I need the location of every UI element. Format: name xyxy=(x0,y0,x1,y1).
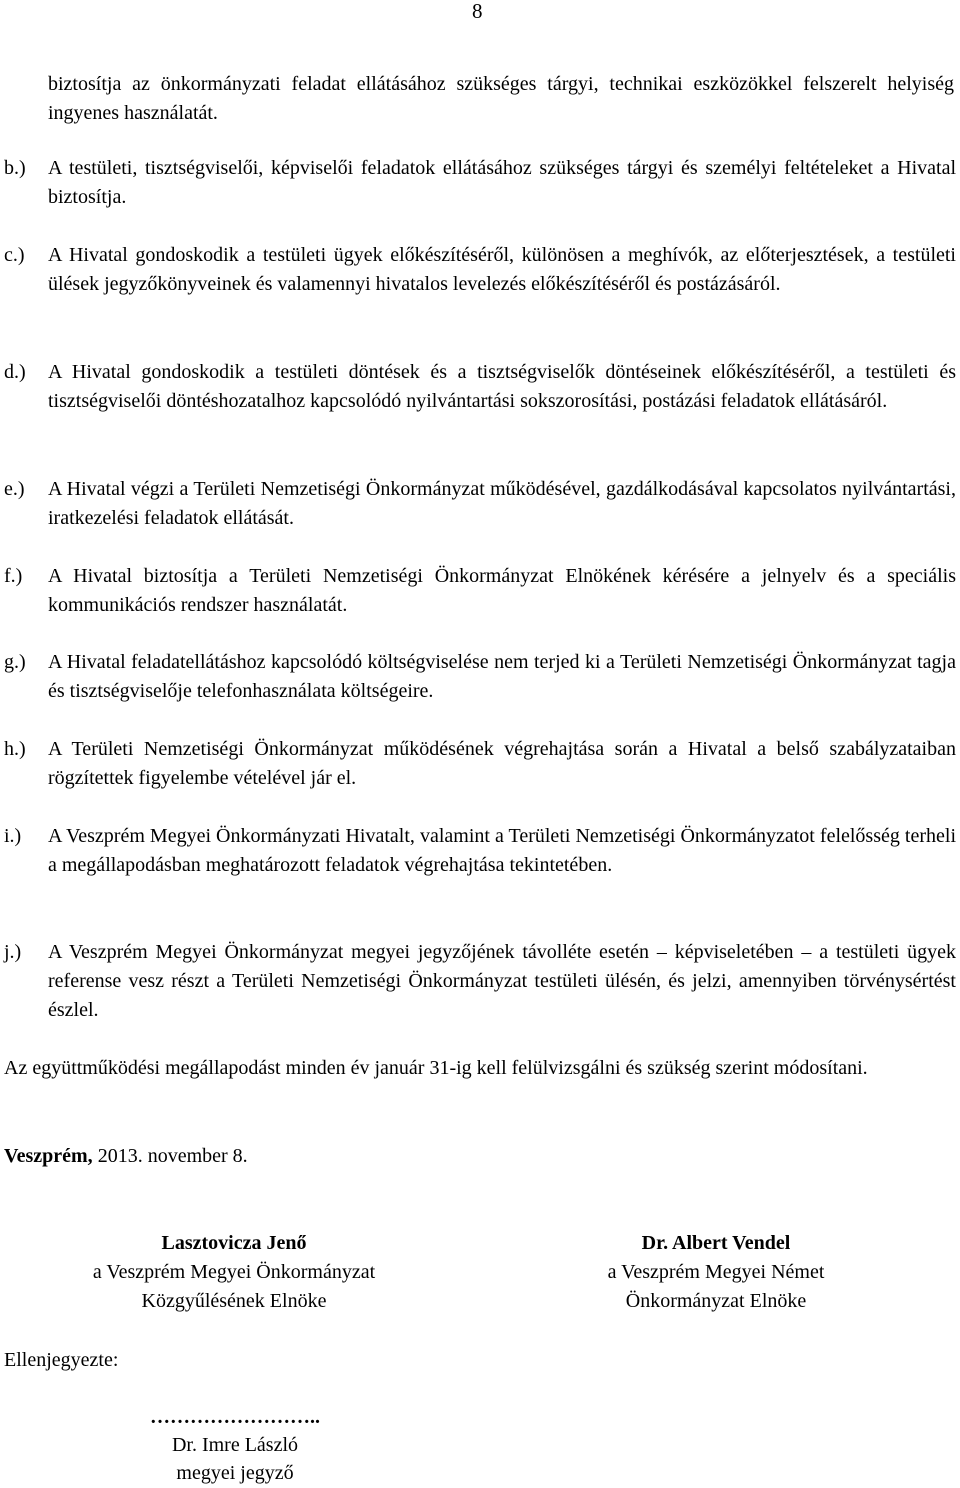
signatory-title-line: a Veszprém Megyei Önkormányzat xyxy=(92,1261,376,1283)
list-marker: j.) xyxy=(4,941,22,963)
signatory-title-line: Közgyűlésének Elnöke xyxy=(141,1290,327,1312)
list-marker: h.) xyxy=(4,738,26,760)
list-item-h xyxy=(4,735,956,793)
countersign-label: Ellenjegyezte: xyxy=(4,1349,119,1371)
countersign-block xyxy=(110,1403,360,1487)
list-item-text: A Területi Nemzetiségi Önkormányzat működésének végrehajtása során a Hivatal a belső szabályzataiban rögzítettek figyelembe vételével jár el. xyxy=(48,738,956,789)
list-item-text: A testületi, tisztségviselői, képviselői feladatok ellátásához szükséges tárgyi és személyi feltételeket a Hivatal biztosítja. xyxy=(48,157,956,208)
countersign-name: Dr. Imre László xyxy=(171,1434,299,1456)
closing-place-date xyxy=(4,1142,954,1171)
list-marker: c.) xyxy=(4,244,25,266)
list-item-d xyxy=(4,358,956,416)
signature-line: …………………….. xyxy=(150,1406,320,1428)
list-item-j xyxy=(4,938,956,1025)
list-item-text: A Veszprém Megyei Önkormányzati Hivatalt, valamint a Területi Nemzetiségi Önkormányzatot felelősség terheli a megállapodásban meghatározott feladatok végrehajtása tekintetében. xyxy=(48,825,956,876)
list-item-e xyxy=(4,475,956,533)
list-item-text: A Hivatal gondoskodik a testületi döntések és a tisztségviselők döntéseinek előkészítéséről, a testületi és tisztségviselői döntéshozatalhoz kapcsolódó nyilvántartási sokszorosítási, postázási feladatok ellátásáról. xyxy=(48,361,956,412)
list-item-g xyxy=(4,648,956,706)
signatory-title-line: Önkormányzat Elnöke xyxy=(625,1290,807,1312)
signatory-name: Dr. Albert Vendel xyxy=(641,1232,791,1254)
list-item-text: A Hivatal végzi a Területi Nemzetiségi Önkormányzat működésével, gazdálkodásával kapcsolatos nyilvántartási, iratkezelési feladatok ellátását. xyxy=(48,478,956,529)
list-marker: b.) xyxy=(4,157,26,179)
list-item-i xyxy=(4,822,956,880)
list-marker: i.) xyxy=(4,825,22,847)
signature-right xyxy=(516,1229,916,1316)
list-marker: g.) xyxy=(4,651,26,673)
signatory-name: Lasztovicza Jenő xyxy=(161,1232,307,1254)
list-item-text: A Hivatal biztosítja a Területi Nemzetiségi Önkormányzat Elnökének kérésére a jelnyelv és a speciális kommunikációs rendszer használatát. xyxy=(48,565,956,616)
list-marker: d.) xyxy=(4,361,26,383)
list-item-text: A Hivatal feladatellátáshoz kapcsolódó költségviselése nem terjed ki a Területi Nemzetiségi Önkormányzat tagja és tisztségviselője telefonhasználata költségeire. xyxy=(48,651,956,702)
list-item-b xyxy=(4,154,956,212)
closing-date: 2013. november 8. xyxy=(92,1145,248,1167)
review-paragraph: Az együttműködési megállapodást minden év január 31-ig kell felülvizsgálni és szükség szerint módosítani. xyxy=(4,1057,868,1079)
list-item-text: A Hivatal gondoskodik a testületi ügyek előkészítéséről, különösen a meghívók, az előterjesztések, a testületi ülések jegyzőkönyveinek és valamennyi hivatalos levelezés előkészítéséről és postázásáról. xyxy=(48,244,956,295)
list-item-f xyxy=(4,562,956,620)
closing-place: Veszprém, xyxy=(4,1145,93,1167)
list-marker: f.) xyxy=(4,565,23,587)
signatory-title-line: a Veszprém Megyei Német xyxy=(607,1261,825,1283)
list-item-c xyxy=(4,241,956,299)
list-marker: e.) xyxy=(4,478,25,500)
list-item-text: A Veszprém Megyei Önkormányzat megyei jegyzőjének távolléte esetén – képviseletében – a testületi ügyek referense vesz részt a Területi Nemzetiségi Önkormányzat testületi ülésén, és jelzi, amennyiben törvénysértést észlel. xyxy=(48,941,956,1021)
continuation-paragraph: biztosítja az önkormányzati feladat ellátásához szükséges tárgyi, technikai eszközökkel felszerelt helyiség ingyenes használatát. xyxy=(48,73,954,124)
page-number: 8 xyxy=(472,0,483,23)
signature-left xyxy=(34,1229,434,1316)
countersign-title: megyei jegyző xyxy=(176,1462,294,1484)
